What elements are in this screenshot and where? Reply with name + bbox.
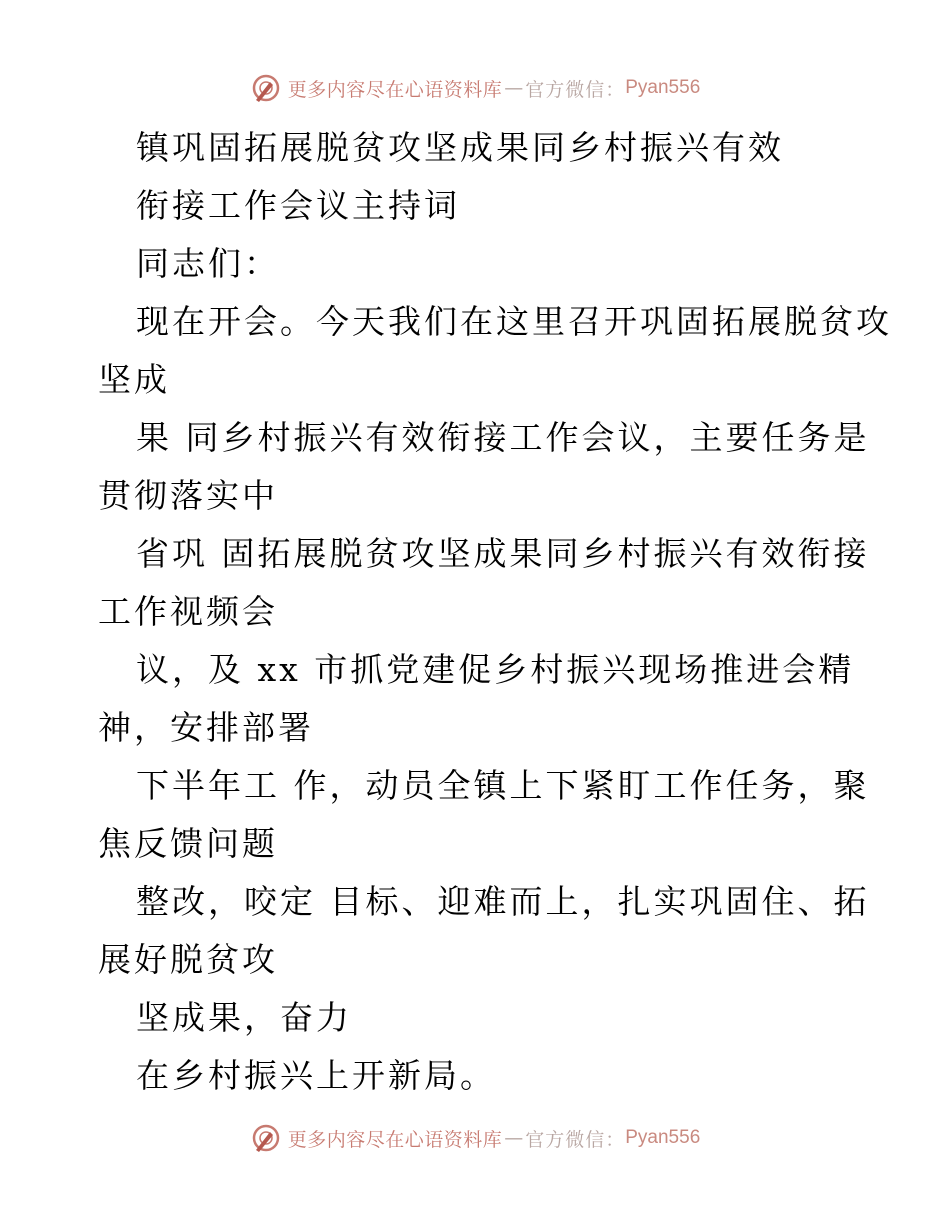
document-title-line-1: 镇巩固拓展脱贫攻坚成果同乡村振兴有效 (136, 128, 784, 167)
greeting: 同志们： (136, 244, 280, 283)
header-watermark (0, 72, 950, 104)
watermark-separator: — (504, 1127, 524, 1149)
paragraph-line: 在乡村振兴上开新局。 (136, 1056, 496, 1095)
paragraph-line: 工作视频会 (98, 592, 278, 631)
document-title-line-2: 衔接工作会议主持词 (136, 186, 460, 225)
paragraph-line: 焦反馈问题 (98, 824, 278, 863)
paragraph-line: 贯彻落实中 (98, 476, 278, 515)
paragraph-line: 坚成 (98, 360, 170, 399)
footer-watermark (0, 1122, 950, 1154)
watermark-separator: — (504, 77, 524, 99)
watermark-text: 更多内容尽在心语资料库 (287, 78, 503, 101)
paragraph-line: 下半年工 作，动员全镇上下紧盯工作任务，聚 (136, 766, 870, 805)
paragraph-line: 坚成果，奋力 (136, 998, 352, 1037)
paragraph-line: 整改，咬定 目标、迎难而上，扎实巩固住、拓 (136, 882, 870, 921)
pen-circle-logo-icon (250, 72, 282, 104)
paragraph-line: 省巩 固拓展脱贫攻坚成果同乡村振兴有效衔接 (136, 534, 870, 573)
paragraph-line: 神，安排部署 (98, 708, 314, 747)
watermark-wechat-label: 官方微信： (525, 78, 626, 101)
watermark-wechat-id: Pyan556 (625, 77, 701, 98)
pen-circle-logo-icon (250, 1122, 282, 1154)
watermark-text: 更多内容尽在心语资料库 (287, 1128, 503, 1151)
paragraph-line: 果 同乡村振兴有效衔接工作会议，主要任务是 (136, 418, 870, 457)
watermark-wechat-label: 官方微信： (525, 1128, 626, 1151)
paragraph-line: 展好脱贫攻 (98, 940, 278, 979)
paragraph-line: 议，及 xx 市抓党建促乡村振兴现场推进会精 (136, 650, 855, 689)
watermark-wechat-id: Pyan556 (625, 1127, 701, 1148)
paragraph-line: 现在开会。今天我们在这里召开巩固拓展脱贫攻 (136, 302, 892, 341)
